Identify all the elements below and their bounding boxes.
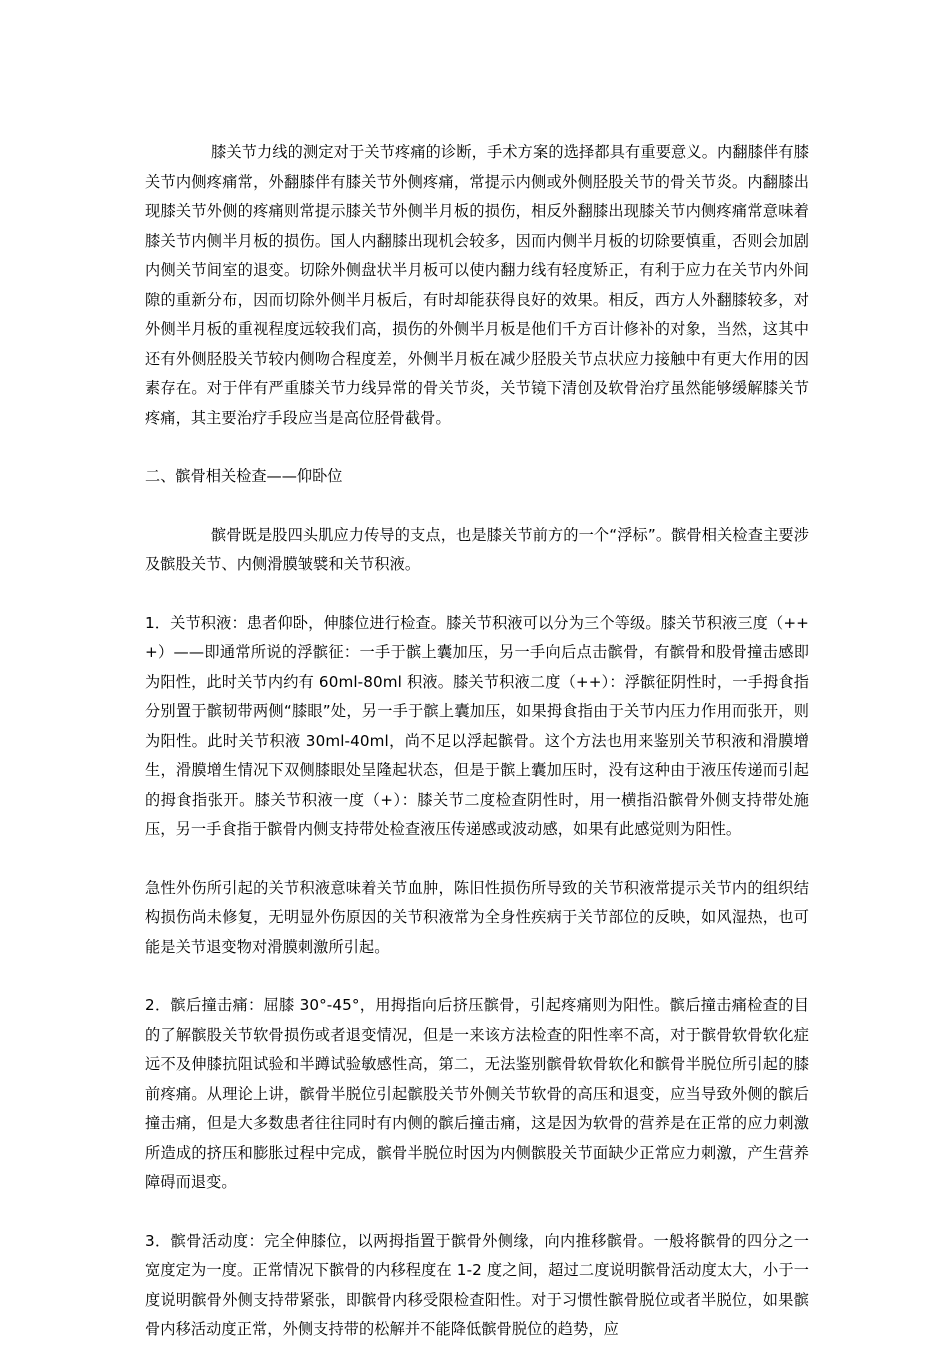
paragraph-retropatellar-pain: 2．髌后撞击痛：屈膝 30°-45°，用拇指向后挤压髌骨，引起疼痛则为阳性。髌后撞击痛检查的目的了解髌股关节软骨损伤或者退变情况，但是一来该方法检查的阳性率不高，对于髌骨软骨软化症远不及伸膝抗阻试验和半蹲试验敏感性高，第二，无法鉴别髌骨软骨软化和髌骨半脱位所引起的膝前疼痛。从理论上讲，髌骨半脱位引起髌股关节外侧关节软骨的高压和退变，应当导致外侧的髌后撞击痛，但是大多数患者往往同时有内侧的髌后撞击痛，这是因为软骨的营养是在正常的应力刺激所造成的挤压和膨胀过程中完成，髌骨半脱位时因为内侧髌股关节面缺少正常应力刺激，产生营养障碍而退变。 (145, 996, 809, 1191)
paragraph-knee-alignment: 膝关节力线的测定对于关节疼痛的诊断，手术方案的选择都具有重要意义。内翻膝伴有膝关节内侧疼痛常，外翻膝伴有膝关节外侧疼痛，常提示内侧或外侧胫股关节的骨关节炎。内翻膝出现膝关节外侧的疼痛则常提示膝关节外侧半月板的损伤，相反外翻膝出现膝关节内侧疼痛常意味着膝关节内侧半月板的损伤。国人内翻膝出现机会较多，因而内侧半月板的切除要慎重，否则会加剧内侧关节间室的退变。切除外侧盘状半月板可以使内翻力线有轻度矫正，有利于应力在关节内外间隙的重新分布，因而切除外侧半月板后，有时却能获得良好的效果。相反，西方人外翻膝较多，对外侧半月板的重视程度远较我们高，损伤的外侧半月板是他们千方百计修补的对象，当然，这其中还有外侧胫股关节较内侧吻合程度差，外侧半月板在减少胫股关节点状应力接触中有更大作用的因素存在。对于伴有严重膝关节力线异常的骨关节炎，关节镜下清创及软骨治疗虽然能够缓解膝关节疼痛，其主要治疗手段应当是高位胫骨截骨。 (145, 143, 809, 427)
paragraph-patella-intro: 髌骨既是股四头肌应力传导的支点，也是膝关节前方的一个“浮标”。髌骨相关检查主要涉及髌股关节、内侧滑膜皱襞和关节积液。 (145, 525, 809, 573)
paragraph-patella-mobility: 3．髌骨活动度：完全伸膝位，以两拇指置于髌骨外侧缘，向内推移髌骨。一般将髌骨的四分之一宽度定为一度。正常情况下髌骨的内移程度在 1-2 度之间，超过二度说明髌骨活动度太大，小于一度说明髌骨外侧支持带紧张，即髌骨内移受限检查阳性。对于习惯性髌骨脱位或者半脱位，如果髌骨内移活动度正常，外侧支持带的松解并不能降低髌骨脱位的趋势，应 (145, 1231, 809, 1338)
paragraph-effusion-causes: 急性外伤所引起的关节积液意味着关节血肿，陈旧性损伤所导致的关节积液常提示关节内的组织结构损伤尚未修复，无明显外伤原因的关节积液常为全身性疾病于关节部位的反映，如风湿热，也可能是关节退变物对滑膜刺激所引起。 (145, 878, 809, 956)
paragraph-joint-effusion: 1．关节积液：患者仰卧，伸膝位进行检查。膝关节积液可以分为三个等级。膝关节积液三度（+++）——即通常所说的浮髌征：一手于髌上囊加压，另一手向后点击髌骨，有髌骨和股骨撞击感即为阳性，此时关节内约有 60ml-80ml 积液。膝关节积液二度（++）：浮髌征阴性时，一手拇食指分别置于髌韧带两侧“膝眼”处，另一手于髌上囊加压，如果拇食指由于关节内压力作用而张开，则为阳性。此时关节积液 30ml-40ml，尚不足以浮起髌骨。这个方法也用来鉴别关节积液和滑膜增生，滑膜增生情况下双侧膝眼处呈隆起状态，但是于髌上囊加压时，没有这种由于液压传递而引起的拇食指张开。膝关节积液一度（+）：膝关节二度检查阴性时，用一横指沿髌骨外侧支持带处施压，另一手食指于髌骨内侧支持带处检查液压传递感或波动感，如果有此感觉则为阳性。 (145, 613, 809, 838)
document-body (145, 138, 809, 1345)
section-heading-patella-supine: 二、髌骨相关检查——仰卧位 (145, 467, 343, 485)
